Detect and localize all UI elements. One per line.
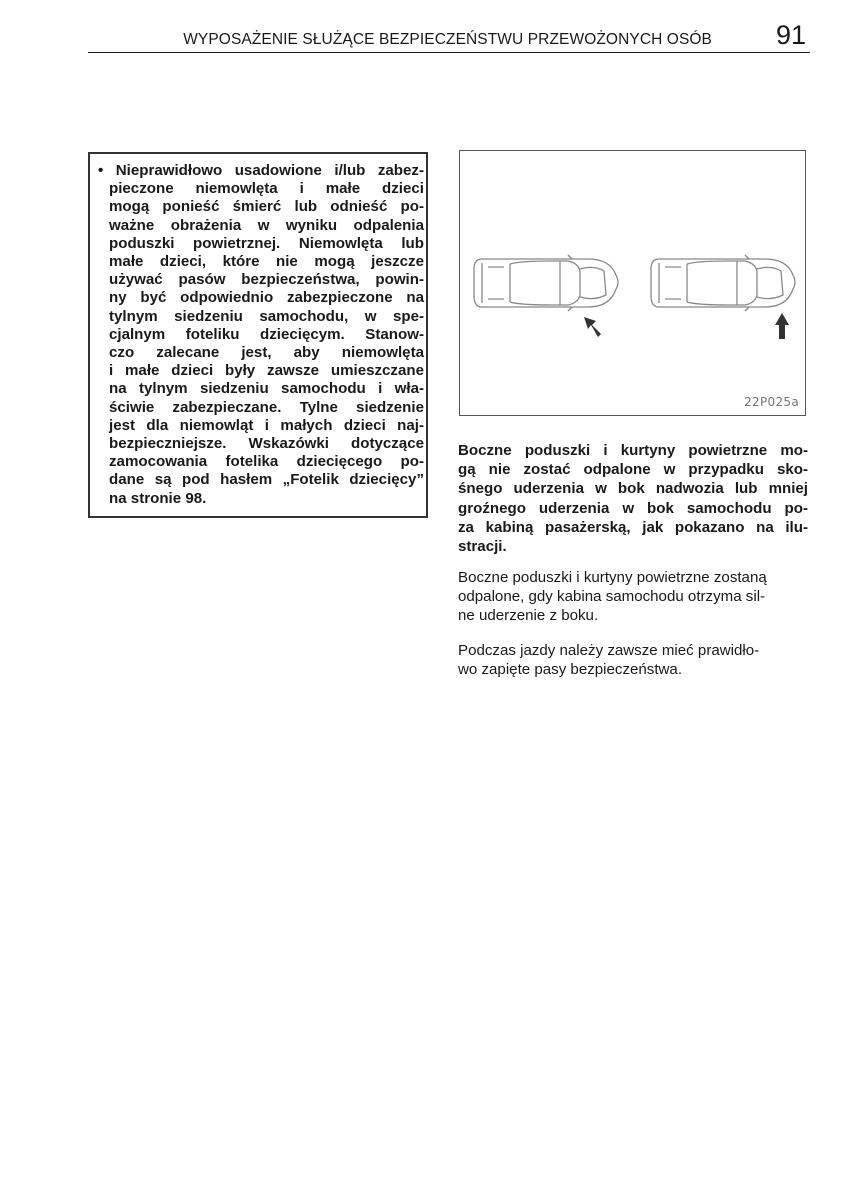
- warning-line: tylnym siedzeniu samochodu, w spe-: [109, 307, 424, 325]
- warning-line: bezpieczniejsze. Wskazówki dotyczące: [109, 435, 424, 453]
- warning-line: ważne obrażenia w wyniku odpalenia: [109, 216, 424, 234]
- page-header: [88, 22, 810, 53]
- car-left: [474, 255, 618, 311]
- warning-box: [88, 152, 428, 518]
- warning-line: używać pasów bezpieczeństwa, powin-: [109, 271, 424, 289]
- impact-arrow-diagonal-icon: [584, 317, 601, 337]
- warning-text: [98, 162, 424, 508]
- warning-line: • Nieprawidłowo usadowione i/lub zabez-: [98, 162, 424, 179]
- note-line: za kabiną pasażerską, jak pokazano na ilu-: [458, 518, 808, 536]
- note-line: Boczne poduszki i kurtyny powietrzne mo-: [458, 442, 808, 459]
- page-number: 91: [775, 20, 806, 50]
- warning-line: dane są pod hasłem „Fotelik dziecięcy”: [109, 471, 424, 489]
- note-line: stracji.: [458, 538, 507, 556]
- seatbelt-paragraph: [458, 641, 808, 679]
- warning-line: poduszki powietrznej. Niemowlęta lub: [109, 234, 424, 252]
- paragraph-line: ne uderzenie z boku.: [458, 607, 599, 625]
- warning-line: i małe dzieci były zawsze umieszczane: [109, 362, 424, 380]
- paragraph-line: Boczne poduszki i kurtyny powietrzne zostaną: [458, 569, 767, 586]
- warning-line: czo zalecane jest, aby niemowlęta: [109, 344, 424, 362]
- side-airbag-note: [458, 441, 808, 556]
- car-diagram: [460, 151, 805, 415]
- impact-arrow-up-icon: [775, 313, 789, 339]
- section-title: WYPOSAŻENIE SŁUŻĄCE BEZPIECZEŃSTWU PRZEWOŻONYCH OSÓB: [183, 31, 712, 48]
- warning-line: na stronie 98.: [109, 489, 207, 507]
- paragraph-line: wo zapięte pasy bezpieczeństwa.: [458, 661, 683, 679]
- paragraph-line: odpalone, gdy kabina samochodu otrzyma sil-: [458, 588, 766, 606]
- deployment-paragraph: [458, 568, 808, 626]
- car-right: [651, 255, 795, 311]
- paragraph-line: Podczas jazdy należy zawsze mieć prawidło-: [458, 642, 760, 659]
- warning-line: małe dzieci, które nie mogą jeszcze: [109, 253, 424, 271]
- warning-line: jest dla niemowląt i małych dzieci naj-: [109, 416, 424, 434]
- side-impact-illustration: [459, 150, 806, 416]
- warning-line: cjalnym foteliku dziecięcym. Stanow-: [109, 325, 424, 343]
- warning-line: ściwie zabezpieczane. Tylne siedzenie: [109, 398, 424, 416]
- warning-line: pieczone niemowlęta i małe dzieci: [109, 180, 424, 198]
- warning-line: mogą ponieść śmierć lub odnieść po-: [109, 198, 424, 216]
- warning-line: zamocowania fotelika dziecięcego po-: [109, 453, 424, 471]
- warning-line: na tylnym siedzeniu samochodu i wła-: [109, 380, 424, 398]
- note-line: gą nie zostać odpalone w przypadku sko-: [458, 461, 808, 479]
- figure-code: 22P025a: [744, 395, 799, 409]
- note-line: śnego uderzenia w bok nadwozia lub mniej: [458, 480, 808, 498]
- note-line: groźnego uderzenia w bok samochodu po-: [458, 499, 808, 517]
- warning-line: ny być odpowiednio zabezpieczone na: [109, 289, 424, 307]
